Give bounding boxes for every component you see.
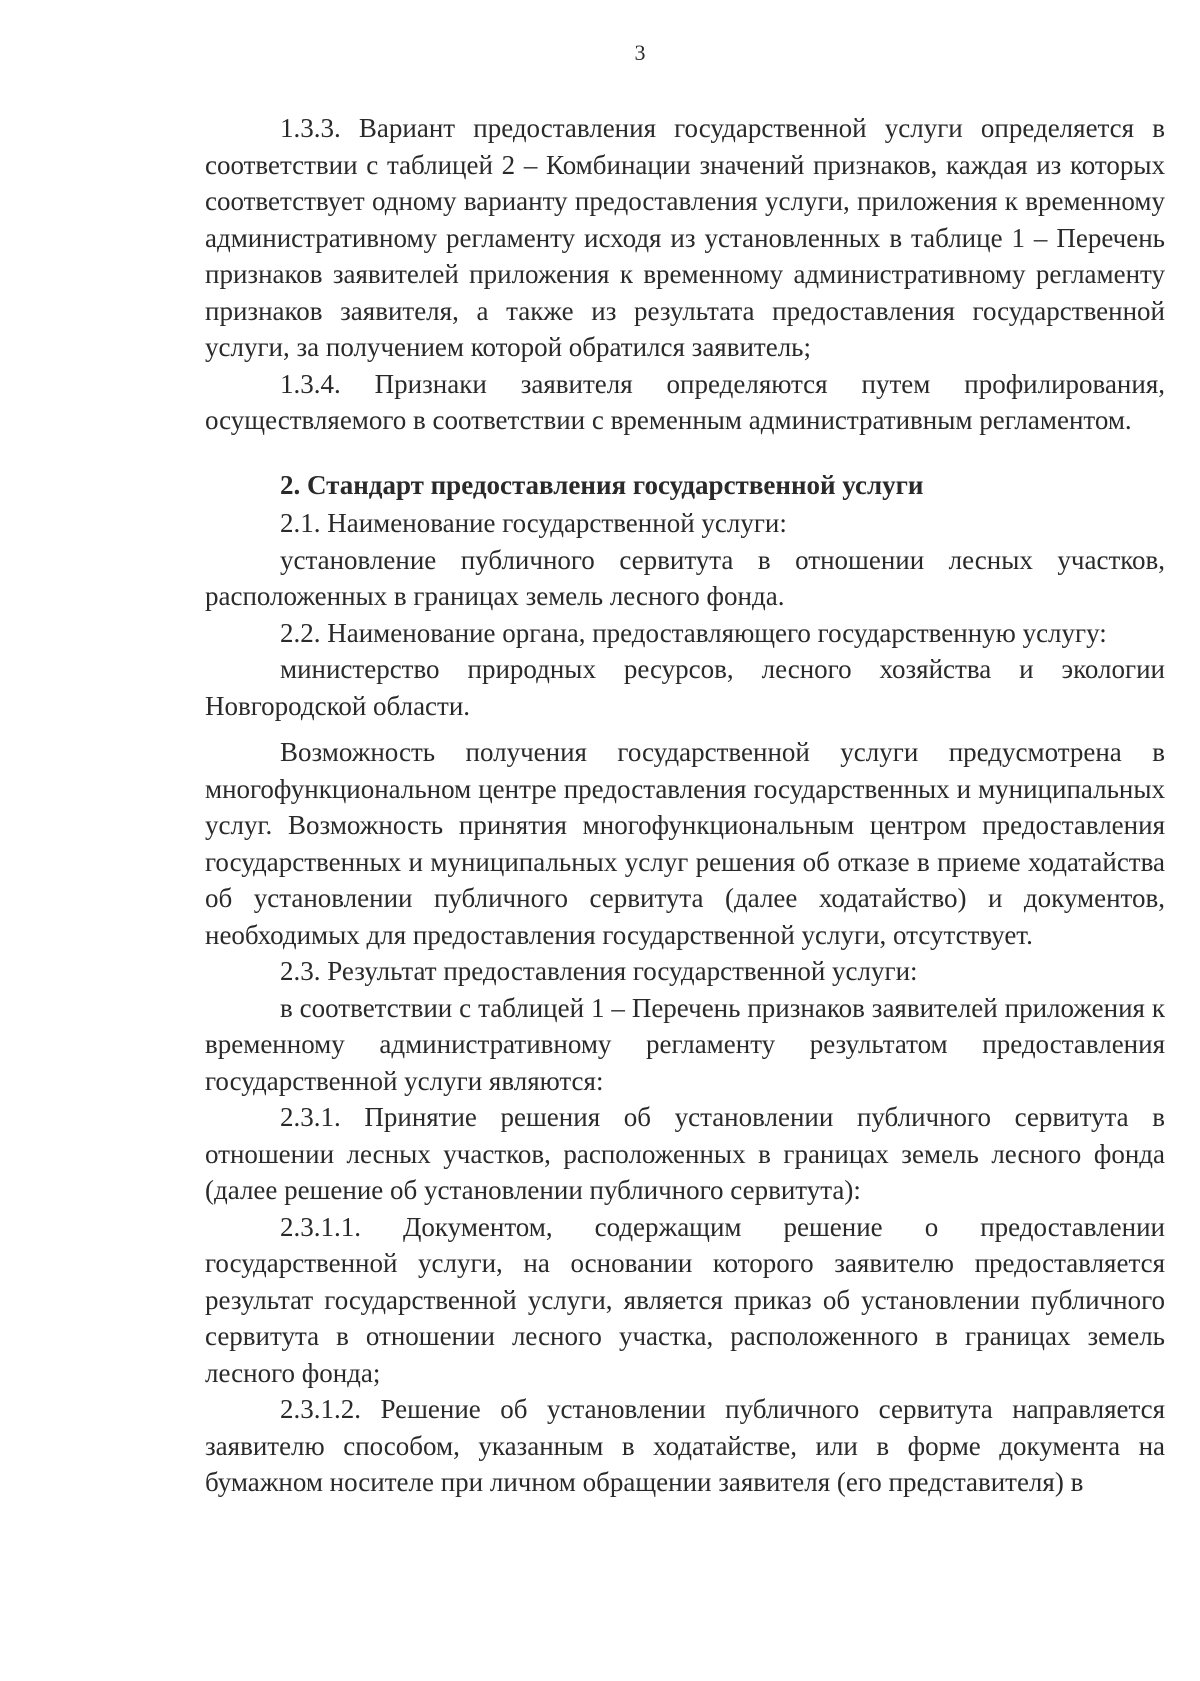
paragraph-2-1-text: установление публичного сервитута в отношении лесных участков, расположенных в границах земель лесного фонда. — [205, 544, 1165, 611]
paragraph-2-3-1-2: 2.3.1.2. Решение об установлении публичного сервитута направляется заявителю способом, указанным в ходатайстве, или в форме документа на бумажном носителе при личном обращении заявителя (его представителя) в — [205, 1394, 1165, 1497]
paragraph-2-2-text: министерство природных ресурсов, лесного хозяйства и экологии Новгородской области. — [205, 654, 1165, 721]
paragraph-2-2-mfc: Возможность получения государственной услуги предусмотрена в многофункциональном центре предоставления государственных и муниципальных услуг. Возможность принятия многофункциональным центром предоставления государственных и муниципальных услуг решения об отказе в приеме ходатайства об установлении публичного сервитута (далее ходатайство) и документов, необходимых для предоставления государственной услуги, отсутствует. — [205, 737, 1165, 950]
paragraph-2-3: 2.3. Результат предоставления государственной услуги: — [280, 956, 918, 986]
paragraph-2-3-text: в соответствии с таблицей 1 – Перечень признаков заявителей приложения к временному административному регламенту результатом предоставления государственной услуги являются: — [205, 992, 1165, 1096]
document-body — [205, 110, 1165, 1501]
paragraph-2-1: 2.1. Наименование государственной услуги: — [280, 508, 787, 538]
page-number: 3 — [634, 40, 646, 65]
paragraph-1-3-4: 1.3.4. Признаки заявителя определяются путем профилирования, осуществляемого в соответствии с временным административным регламентом. — [205, 368, 1165, 435]
paragraph-2-3-1: 2.3.1. Принятие решения об установлении публичного сервитута в отношении лесных участков, расположенных в границах земель лесного фонда (далее решение об установлении публичного сервитута): — [205, 1102, 1165, 1205]
paragraph-2-2: 2.2. Наименование органа, предоставляющего государственную услугу: — [280, 617, 1107, 648]
paragraph-2-3-1-1: 2.3.1.1. Документом, содержащим решение о предоставлении государственной услуги, на основании которого заявителю предоставляется результат государственной услуги, является приказ об установлении публичного сервитута в отношении лесного участка, расположенного в границах земель лесного фонда; — [205, 1211, 1165, 1388]
paragraph-1-3-3: 1.3.3. Вариант предоставления государственной услуги определяется в соответствии с таблицей 2 – Комбинации значений признаков, каждая из которых соответствует одному варианту предоставления услуги, приложения к временному административному регламенту исходя из установленных в таблице 1 – Перечень признаков заявителей приложения к временному административному регламенту признаков заявителя, а также из результата предоставления государственной услуги, за получением которой обратился заявитель; — [205, 113, 1165, 362]
section-heading-2: 2. Стандарт предоставления государственной услуги — [280, 469, 924, 500]
